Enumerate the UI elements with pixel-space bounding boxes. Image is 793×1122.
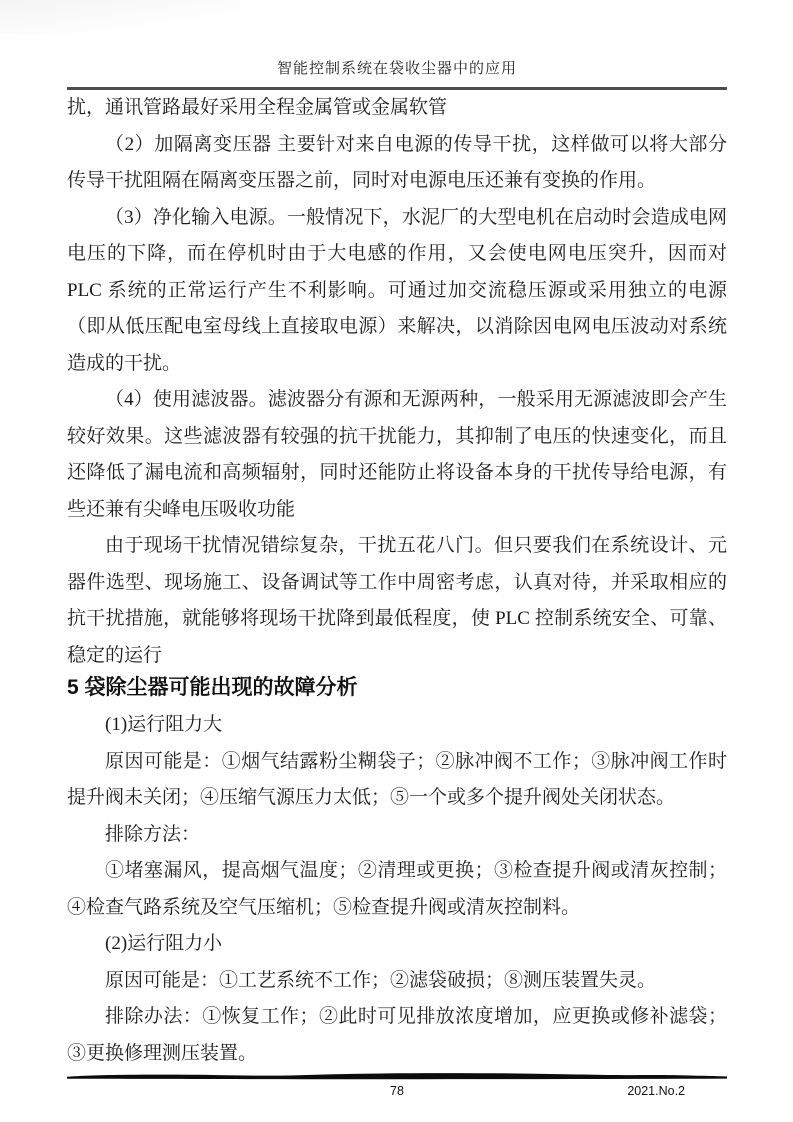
paragraph: ①堵塞漏风，提高烟气温度；②清理或更换；③检查提升阀或清灰控制；④检查气路系统及空气压缩机；⑤检查提升阀或清灰控制料。 (67, 860, 727, 918)
footer-row (67, 1083, 727, 1103)
paragraph: (1)运行阻力大 (105, 714, 223, 735)
page-footer (67, 1072, 727, 1103)
paragraph: 排除办法：①恢复工作；②此时可见排放浓度增加，应更换或修补滤袋；③更换修理测压装置。 (67, 1006, 727, 1064)
paragraph: （2）加隔离变压器 主要针对来自电源的传导干扰，这样做可以将大部分传导干扰阻隔在隔离变压器之前，同时对电源电压还兼有变换的作用。 (67, 133, 727, 191)
paragraph: 原因可能是：①烟气结露粉尘糊袋子；②脉冲阀不工作；③脉冲阀工作时提升阀未关闭；④压缩气源压力太低；⑤一个或多个提升阀处关闭状态。 (67, 750, 727, 808)
document-body (67, 90, 727, 1072)
paragraph: （4）使用滤波器。滤波器分有源和无源两种，一般采用无源滤波即会产生较好效果。这些滤波器有较强的抗干扰能力，其抑制了电压的快速变化，而且还降低了漏电流和高频辐射，同时还能防止将设备本身的干扰传导给电源，有些还兼有尖峰电压吸收功能 (67, 389, 727, 520)
page-header (67, 0, 727, 90)
issue-label: 2021.No.2 (627, 1084, 685, 1098)
paragraph: 原因可能是：①工艺系统不工作；②滤袋破损；⑧测压装置失灵。 (105, 969, 657, 991)
running-title: 智能控制系统在袋收尘器中的应用 (276, 61, 517, 77)
section-heading: 5 袋除尘器可能出现的故障分析 (67, 676, 358, 699)
paragraph: 由于现场干扰情况错综复杂，干扰五花八门。但只要我们在系统设计、元器件选型、现场施工、设备调试等工作中周密考虑，认真对待，并采取相应的抗干扰措施，就能够将现场干扰降到最低程度，使 PLC 控制系统安全、可靠、稳定的运行 (67, 535, 727, 666)
paragraph: （3）净化输入电源。一般情况下，水泥厂的大型电机在启动时会造成电网电压的下降，而在停机时由于大电感的作用，又会使电网电压突升，因而对 PLC 系统的正常运行产生不利影响。可通过加交流稳压源或采用独立的电源（即从低压配电室母线上直接取电源）来解决，以消除因电网电压波动对系统造成的干扰。 (67, 206, 727, 374)
paragraph-continuation: 扰，通讯管路最好采用全程金属管或金属软管 (67, 97, 448, 118)
paragraph: 排除方法： (105, 823, 201, 845)
footer-rule (67, 1072, 727, 1083)
page-number: 78 (390, 1084, 404, 1098)
paragraph: (2)运行阻力小 (105, 933, 223, 954)
